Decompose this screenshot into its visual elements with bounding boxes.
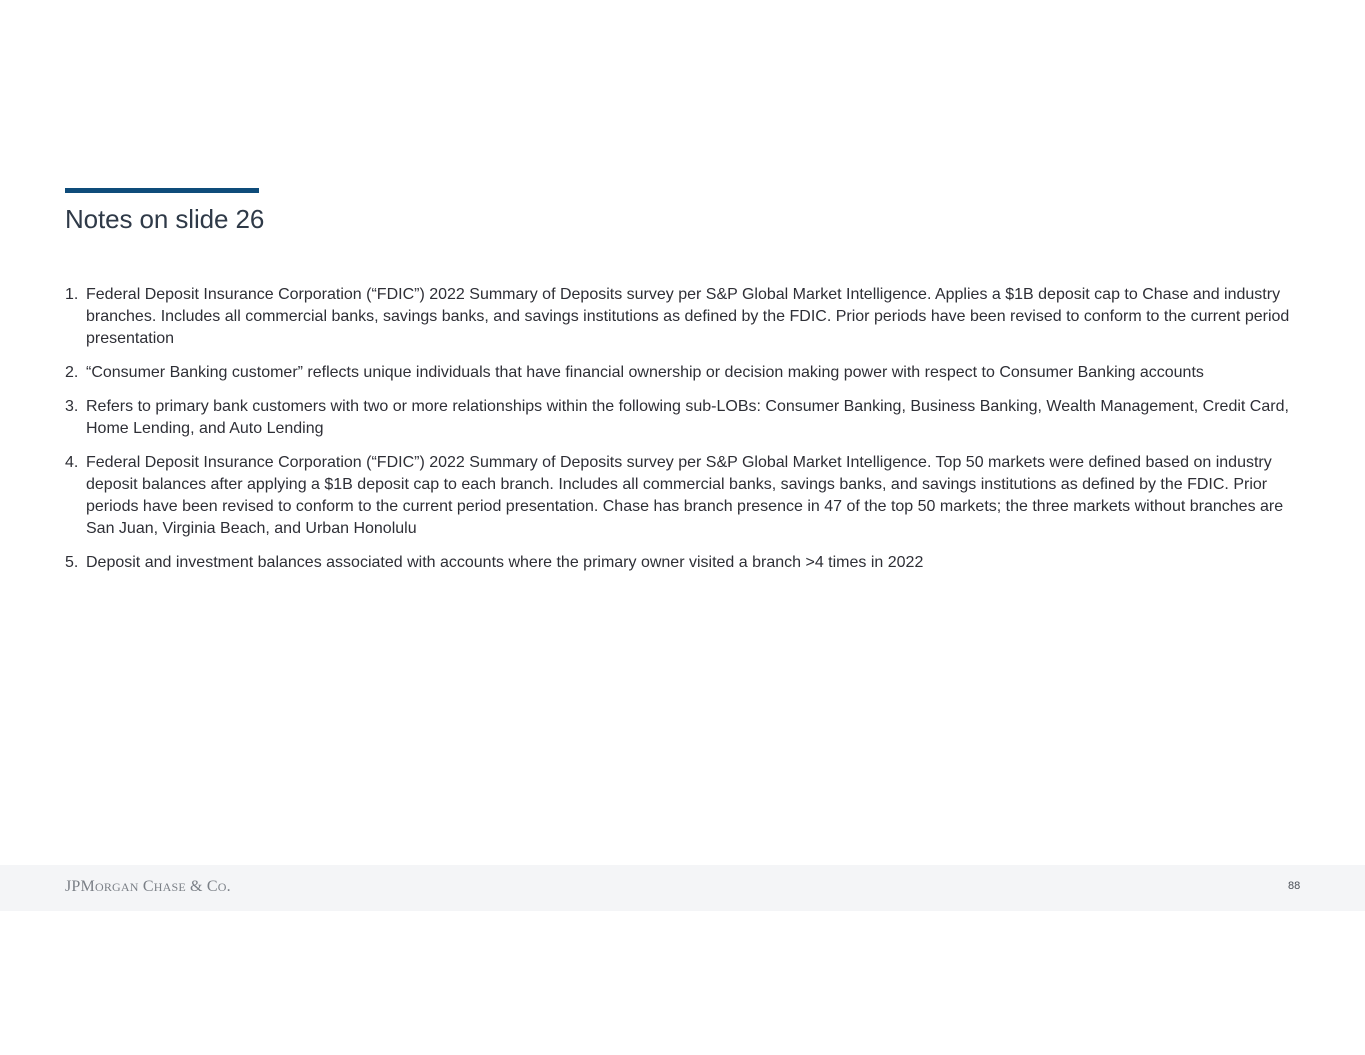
note-item-4 <box>65 452 1295 540</box>
note-number: 3. <box>65 398 79 415</box>
note-item-3 <box>65 396 1295 440</box>
company-logo: JPMORGAN CHASE & CO. <box>65 878 231 895</box>
page-number: 88 <box>1288 880 1301 892</box>
title-accent-rule <box>65 188 259 193</box>
note-item-1 <box>65 284 1295 350</box>
note-item-5 <box>65 552 1295 574</box>
note-number: 2. <box>65 364 79 381</box>
note-number: 5. <box>65 554 79 571</box>
note-text: Refers to primary bank customers with two or more relationships within the following sub-LOBs: Consumer Banking, Business Banking, Wealth Management, Credit Card, Home Lending, and Auto Lending <box>86 398 1289 437</box>
notes-list <box>65 284 1295 586</box>
note-number: 1. <box>65 286 79 303</box>
note-text: Deposit and investment balances associated with accounts where the primary owner visited a branch >4 times in 2022 <box>86 554 924 571</box>
page-title: Notes on slide 26 <box>65 204 265 234</box>
note-number: 4. <box>65 454 79 471</box>
note-text: Federal Deposit Insurance Corporation (“FDIC”) 2022 Summary of Deposits survey per S&P Global Market Intelligence. Applies a $1B deposit cap to Chase and industry branches. Includes all commercial banks, savings banks, and savings institutions as defined by the FDIC. Prior periods have been revised to conform to the current period presentation <box>86 286 1290 347</box>
note-item-2 <box>65 362 1295 384</box>
note-text: Federal Deposit Insurance Corporation (“FDIC”) 2022 Summary of Deposits survey per S&P Global Market Intelligence. Top 50 markets were defined based on industry deposit balances after applying a $1B deposit cap to each branch. Includes all commercial banks, savings banks, and savings institutions as defined by the FDIC. Prior periods have been revised to conform to the current period presentation. Chase has branch presence in 47 of the top 50 markets; the three markets without branches are San Juan, Virginia Beach, and Urban Honolulu <box>86 454 1284 537</box>
footer-bar <box>0 865 1365 911</box>
note-text: “Consumer Banking customer” reflects unique individuals that have financial ownership or decision making power with respect to Consumer Banking accounts <box>86 364 1204 381</box>
